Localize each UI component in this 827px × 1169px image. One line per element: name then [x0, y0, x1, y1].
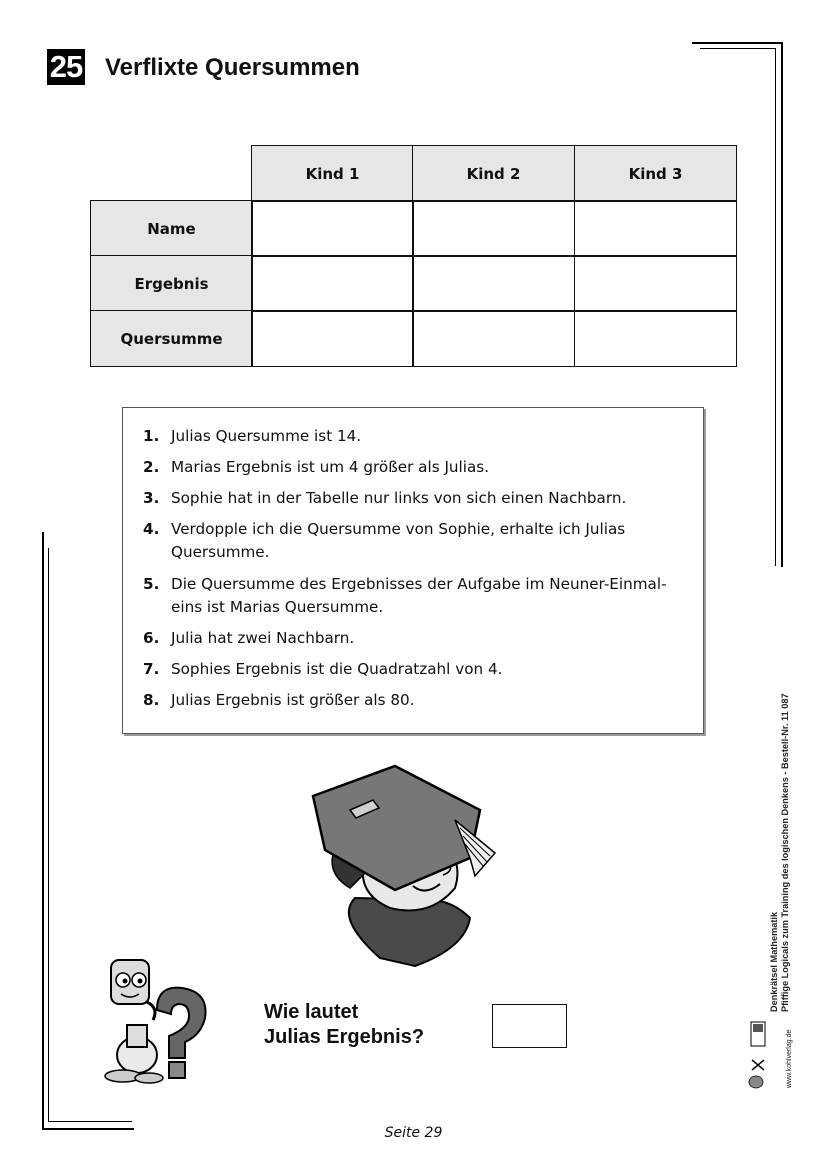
clue-text: Marias Ergebnis ist um 4 größer als Julias. [171, 458, 490, 476]
clue-item [143, 689, 688, 712]
clue-number: 3. [143, 489, 160, 507]
clue-item [143, 518, 688, 564]
answer-cell-name-kind-1[interactable] [251, 200, 414, 257]
clue-text: Die Quersumme des Ergebnisses der Aufgabe im Neuner-Einmal-eins ist Marias Quersumme. [171, 575, 667, 616]
side-text-website: www.kohlverlag.de [786, 1029, 793, 1088]
clue-text: Julias Quersumme ist 14. [171, 427, 362, 445]
clue-number: 2. [143, 458, 160, 476]
frame-bottom-left-inner-v [48, 548, 49, 1122]
clue-text: Julias Ergebnis ist größer als 80. [171, 691, 415, 709]
question-line-2: Julias Ergebnis? [264, 1026, 425, 1048]
clue-text: Sophies Ergebnis ist die Quadratzahl von 4. [171, 660, 503, 678]
exercise-number-badge: 25 [47, 49, 85, 85]
clue-text: Sophie hat in der Tabelle nur links von sich einen Nachbarn. [171, 489, 627, 507]
answer-cell-name-kind-2[interactable] [412, 200, 575, 257]
clues-box [122, 407, 704, 734]
question-line-1: Wie lautet [264, 1001, 359, 1023]
answer-cell-quersumme-kind-2[interactable] [412, 310, 575, 367]
answer-cell-quersumme-kind-3[interactable] [574, 310, 737, 367]
answer-cell-ergebnis-kind-1[interactable] [251, 255, 414, 312]
answer-box[interactable] [492, 1004, 567, 1048]
clue-number: 5. [143, 575, 160, 593]
frame-top-right-inner-v [775, 48, 776, 566]
answer-cell-ergebnis-kind-2[interactable] [412, 255, 575, 312]
frame-top-right-outer-v [781, 42, 783, 567]
clue-item [143, 627, 688, 650]
side-text-series-order: Pfiffige Logicals zum Training des logischen Denkens - Bestell-Nr. 11 087 [780, 693, 790, 1012]
clue-text: Julia hat zwei Nachbarn. [171, 629, 355, 647]
page-title: Verflixte Quersummen [105, 54, 360, 81]
clue-text: Verdopple ich die Quersumme von Sophie, erhalte ich Julias Quersumme. [171, 520, 626, 561]
clue-item [143, 487, 688, 510]
frame-bottom-left-inner-h [48, 1121, 132, 1122]
frame-top-right-outer-h [692, 42, 783, 44]
clue-number: 4. [143, 520, 160, 538]
logic-grid [90, 145, 737, 367]
side-text-book-title: Denkrätsel Mathematik [769, 911, 779, 1012]
column-header-kind-1: Kind 1 [251, 145, 414, 202]
row-header-name: Name [90, 200, 253, 257]
clue-number: 6. [143, 629, 160, 647]
answer-cell-quersumme-kind-1[interactable] [251, 310, 414, 367]
row-header-ergebnis: Ergebnis [90, 255, 253, 312]
answer-cell-ergebnis-kind-3[interactable] [574, 255, 737, 312]
clue-item [143, 658, 688, 681]
clue-number: 7. [143, 660, 160, 678]
question-text [264, 1000, 424, 1050]
frame-bottom-left-outer-v [42, 532, 44, 1130]
page-number: Seite 29 [384, 1125, 443, 1141]
row-header-quersumme: Quersumme [90, 310, 253, 367]
clue-number: 8. [143, 691, 160, 709]
clue-number: 1. [143, 427, 160, 445]
clue-item [143, 425, 688, 448]
answer-cell-name-kind-3[interactable] [574, 200, 737, 257]
clue-item [143, 573, 688, 619]
column-header-kind-2: Kind 2 [412, 145, 575, 202]
publisher-logo-icon [748, 1020, 768, 1090]
question-mascot-illustration [97, 950, 217, 1086]
frame-top-right-inner-h [700, 48, 776, 49]
book-head-illustration [295, 758, 515, 970]
clue-item [143, 456, 688, 479]
column-header-kind-3: Kind 3 [574, 145, 737, 202]
